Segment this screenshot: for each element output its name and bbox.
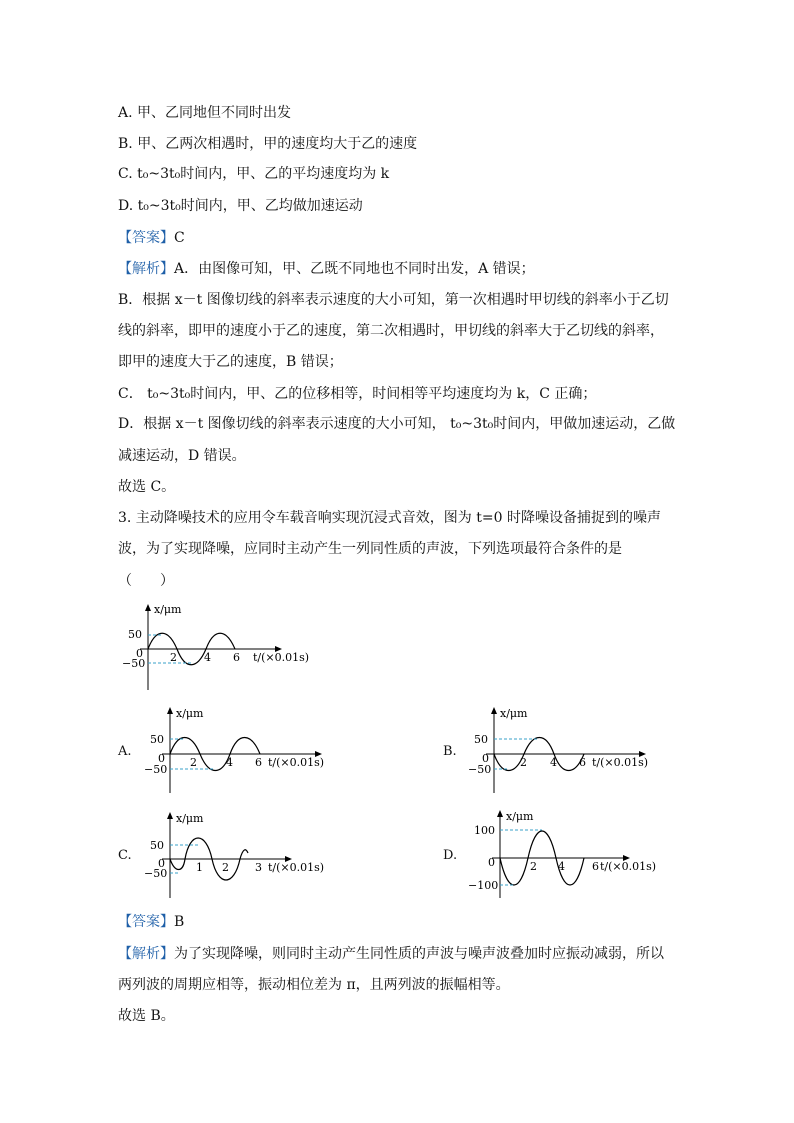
x-tick-2: 2 [222, 861, 229, 874]
y-tick-bottom: −50 [122, 657, 146, 670]
analysis-q3-line-3: 故选 B。 [118, 1008, 175, 1024]
origin-label: 0 [488, 856, 495, 869]
analysis-q2-line-8: 故选 C。 [118, 479, 176, 495]
option-c-graph [142, 808, 342, 903]
x-tick-3: 3 [255, 861, 262, 874]
question-3-line-1: 3. 主动降噪技术的应用令车载音响实现沉浸式音效，图为 t=0 时降噪设备捕捉到的噪声 [118, 510, 661, 526]
x-tick-1: 2 [190, 756, 197, 769]
option-d: D. t₀~3t₀时间内，甲、乙均做加速运动 [118, 198, 363, 214]
option-c: C. t₀~3t₀时间内，甲、乙的平均速度均为 k [118, 166, 390, 182]
analysis-q2-line-4: 即甲的速度大于乙的速度，B 错误； [118, 354, 343, 370]
graph-a-label: A. [118, 744, 132, 759]
graph-d-label: D. [443, 848, 458, 863]
analysis-q2-line-6: D．根据 x－t 图像切线的斜率表示速度的大小可知， t₀~3t₀时间内，甲做加速运动，乙做 [118, 416, 676, 432]
analysis-q3-line-1 [118, 944, 664, 964]
noise-wave-graph [118, 600, 318, 695]
origin-label: 0 [136, 647, 143, 660]
x-label: t/(×0.01s) [600, 860, 657, 873]
analysis-q2-line-1 [118, 259, 535, 279]
analysis-q2-line-7: 减速运动，D 错误。 [118, 448, 246, 464]
analysis-text: A．由图像可知，甲、乙既不同地也不同时出发，A 错误； [174, 261, 535, 277]
analysis-text: 为了实现降噪，则同时主动产生同性质的声波与噪声波叠加时应振动减弱，所以 [174, 946, 664, 962]
answer-tag: 【答案】 [118, 914, 174, 930]
y-tick-top: 100 [474, 824, 495, 837]
x-label: t/(×0.01s) [268, 861, 325, 874]
question-3-line-3: （ ） [118, 573, 174, 589]
answer-tag: 【答案】 [118, 230, 174, 246]
x-tick-2: 4 [550, 756, 557, 769]
y-tick-top: 50 [474, 733, 488, 746]
origin-label: 0 [482, 752, 489, 765]
x-label: t/(×0.01s) [268, 756, 325, 769]
analysis-q2-line-5: C． t₀~3t₀时间内，甲、乙的位移相等，时间相等平均速度均为 k，C 正确； [118, 386, 597, 402]
option-a: A. 甲、乙同地但不同时出发 [118, 105, 292, 121]
x-tick-3: 6 [579, 756, 586, 769]
analysis-tag: 【解析】 [118, 946, 174, 962]
x-tick-2: 4 [558, 860, 565, 873]
y-label: x/μm [500, 707, 528, 720]
question-3-line-2: 波，为了实现降噪，应同时主动产生一列同性质的声波，下列选项最符合条件的是 [118, 541, 622, 557]
x-tick-3: 6 [255, 756, 262, 769]
origin-label: 0 [158, 857, 165, 870]
y-tick-bottom: −50 [144, 763, 168, 776]
y-label: x/μm [176, 707, 204, 720]
y-tick-top: 50 [150, 733, 164, 746]
analysis-q2-line-2: B．根据 x－t 图像切线的斜率表示速度的大小可知，第一次相遇时甲切线的斜率小于乙切 [118, 292, 669, 308]
graph-b-label: B. [443, 744, 457, 759]
x-tick-2: 4 [204, 651, 211, 664]
x-tick-1: 2 [170, 651, 177, 664]
x-tick-1: 2 [520, 756, 527, 769]
analysis-tag: 【解析】 [118, 261, 174, 277]
y-label: x/μm [506, 810, 534, 823]
analysis-q3-line-2: 两列波的周期应相等，振动相位差为 π，且两列波的振幅相等。 [118, 977, 510, 993]
option-b-graph [466, 703, 666, 798]
y-label: x/μm [176, 812, 204, 825]
y-tick-bottom: −100 [468, 879, 499, 892]
answer-value: C [174, 230, 185, 246]
origin-label: 0 [158, 752, 165, 765]
x-tick-1: 2 [530, 860, 537, 873]
graph-c-label: C. [118, 848, 132, 863]
y-tick-top: 50 [150, 839, 164, 852]
x-label: t/(×0.01s) [253, 651, 310, 664]
answer-q2 [118, 228, 185, 248]
y-label: x/μm [154, 603, 182, 616]
y-arrow [145, 604, 151, 611]
y-tick-bottom: −50 [144, 867, 168, 880]
x-tick-3: 6 [233, 651, 240, 664]
option-d-graph [466, 808, 666, 903]
analysis-q2-line-3: 线的斜率，即甲的速度小于乙的速度，第二次相遇时，甲切线的斜率大于乙切线的斜率， [118, 323, 664, 339]
x-tick-3: 6 [592, 860, 599, 873]
x-label: t/(×0.01s) [592, 756, 649, 769]
option-b: B. 甲、乙两次相遇时，甲的速度均大于乙的速度 [118, 136, 418, 152]
x-tick-2: 4 [226, 756, 233, 769]
answer-value: B [174, 914, 185, 930]
y-tick-top: 50 [128, 628, 142, 641]
answer-q3 [118, 912, 184, 932]
option-a-graph [142, 703, 342, 798]
y-tick-bottom: −50 [468, 763, 492, 776]
x-tick-1: 1 [196, 861, 203, 874]
